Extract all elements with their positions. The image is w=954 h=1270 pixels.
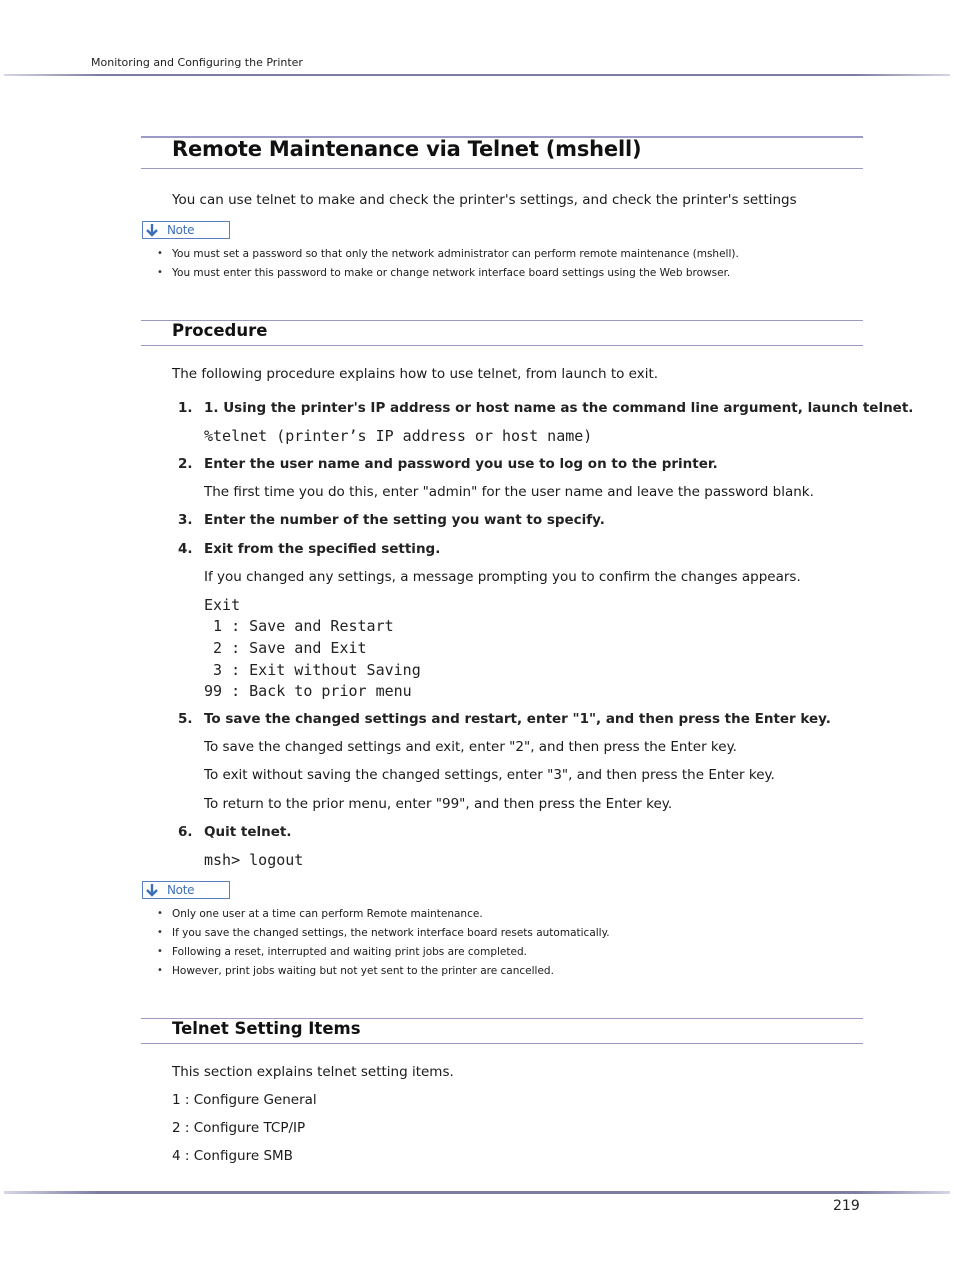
step-detail: The first time you do this, enter "admin" for the user name and leave the password blank. — [204, 484, 814, 500]
note-badge — [142, 881, 230, 899]
telnet-items-intro: This section explains telnet setting items. — [172, 1064, 454, 1080]
note-badge — [142, 221, 230, 239]
list-item: 1 : Configure General — [172, 1092, 317, 1108]
telnet-items-heading: Telnet Setting Items — [172, 1019, 361, 1038]
step-detail: To return to the prior menu, enter "99", and then press the Enter key. — [204, 796, 673, 812]
section-intro: You can use telnet to make and check the printer's settings, and check the printer's settings — [172, 192, 797, 208]
step-number: 6. — [178, 824, 193, 840]
telnet-items-rule-bottom — [141, 1043, 863, 1044]
step-text: Enter the number of the setting you want to specify. — [204, 512, 605, 528]
code-block: msh> logout — [204, 851, 304, 869]
note-item: If you save the changed settings, the network interface board resets automatically. — [172, 927, 610, 939]
step-text: Enter the user name and password you use to log on to the printer. — [204, 456, 718, 472]
code-line: 2 : Save and Exit — [204, 639, 367, 657]
procedure-rule-bottom — [141, 345, 863, 346]
page-number: 219 — [833, 1198, 860, 1214]
step-number: 2. — [178, 456, 193, 472]
code-line: Exit — [204, 596, 241, 614]
note-item: However, print jobs waiting but not yet sent to the printer are cancelled. — [172, 965, 554, 977]
bullet: • — [157, 927, 163, 938]
step-text: 1. Using the printer's IP address or host name as the command line argument, launch telnet. — [204, 400, 914, 416]
step-text: To save the changed settings and restart, enter "1", and then press the Enter key. — [204, 711, 831, 727]
code-line: 3 : Exit without Saving — [204, 661, 421, 679]
note-item: Following a reset, interrupted and waiting print jobs are completed. — [172, 946, 527, 958]
note-label: Note — [167, 883, 195, 897]
title-rule-bottom — [141, 168, 863, 169]
list-item: 2 : Configure TCP/IP — [172, 1120, 306, 1136]
bullet: • — [157, 248, 163, 259]
footer-rule — [4, 1191, 950, 1194]
procedure-intro: The following procedure explains how to use telnet, from launch to exit. — [172, 366, 659, 382]
code-block: %telnet (printer’s IP address or host name) — [204, 427, 593, 445]
running-header: Monitoring and Configuring the Printer — [91, 56, 303, 69]
step-text: Exit from the specified setting. — [204, 541, 441, 557]
step-number: 5. — [178, 711, 193, 727]
step-text: Quit telnet. — [204, 824, 292, 840]
note-item: You must enter this password to make or change network interface board settings using the Web browser. — [172, 267, 731, 279]
header-rule — [4, 74, 950, 76]
bullet: • — [157, 946, 163, 957]
arrow-down-icon — [143, 882, 161, 898]
bullet: • — [157, 908, 163, 919]
step-number: 1. — [178, 400, 193, 416]
code-line: 99 : Back to prior menu — [204, 682, 412, 700]
step-detail: To save the changed settings and exit, enter "2", and then press the Enter key. — [204, 739, 737, 755]
step-detail: If you changed any settings, a message prompting you to confirm the changes appears. — [204, 569, 801, 585]
step-detail: To exit without saving the changed settings, enter "3", and then press the Enter key. — [204, 767, 775, 783]
note-label: Note — [167, 223, 195, 237]
bullet: • — [157, 267, 163, 278]
code-line: 1 : Save and Restart — [204, 617, 394, 635]
arrow-down-icon — [143, 222, 161, 238]
bullet: • — [157, 965, 163, 976]
list-item: 4 : Configure SMB — [172, 1148, 293, 1164]
step-number: 3. — [178, 512, 193, 528]
step-number: 4. — [178, 541, 193, 557]
note-item: Only one user at a time can perform Remote maintenance. — [172, 908, 483, 920]
note-item: You must set a password so that only the network administrator can perform remote maintenance (mshell). — [172, 248, 739, 260]
procedure-heading: Procedure — [172, 321, 268, 340]
page-title: Remote Maintenance via Telnet (mshell) — [172, 137, 642, 161]
